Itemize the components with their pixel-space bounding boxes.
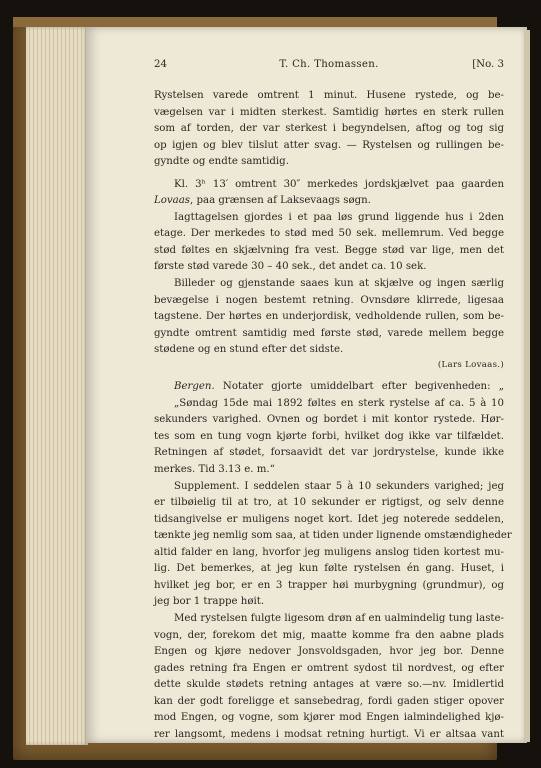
text-line: Retningen af stødet, forsaavidt det var jordrystelse, kunde ikke	[154, 447, 504, 459]
paragraph-p7	[154, 611, 504, 743]
text-line: som af torden, der var sterkest i begyndelsen, aftog og tog sig	[154, 123, 504, 135]
text-line: lig. Det bemerkes, at jeg kun følte rystelsen én gang. Huset, i	[154, 563, 504, 575]
text-line: hvilket jeg bor, er en 3 trapper høi murbygning (grundmur), og	[154, 579, 504, 591]
text-line: etage. Der merkedes to stød med 50 sek. mellemrum. Ved begge	[154, 228, 504, 240]
running-header	[154, 59, 504, 75]
text-line: op igjen og blev tilslut atter svag. — Rystelsen og rullingen be-	[154, 139, 504, 151]
paragraph-p2	[154, 177, 504, 210]
text-line: tes som en tung vogn kjørte forbi, hvilket dog ikke var tilfældet.	[154, 430, 504, 442]
text-line: Med rystelsen fulgte ligesom drøn af en ualmindelig tung laste-	[174, 612, 504, 624]
text-line: vogn, der, forekom det mig, maatte komme fra den aabne plads	[154, 629, 504, 641]
text-line: Kl. 3ʰ 13′ omtrent 30″ merkedes jordskjælvet paa gaarden	[174, 178, 504, 190]
text-line: sekunders varighed. Ovnen og bordet i mit kontor rystede. Hør-	[154, 414, 504, 426]
text-line: Billeder og gjenstande saaes kun at skjælve og ingen særlig	[174, 278, 504, 290]
paragraph-p5	[154, 379, 504, 478]
book-cover-top-edge	[13, 17, 497, 27]
text-line: tagstene. Der hørtes en underjordisk, vedholdende rullen, som be-	[154, 311, 504, 323]
text-line: gyndte og endte samtidig.	[154, 156, 289, 168]
text-line: „Søndag 15de mai 1892 føltes en sterk rystelse af ca. 5 à 10	[174, 397, 504, 409]
page-stack-edges	[26, 27, 88, 745]
text-line: Iagttagelsen gjordes i et paa løs grund liggende hus i 2den	[174, 211, 504, 223]
signature: (Lars Lovaas.)	[437, 359, 504, 370]
paragraph-p3	[154, 210, 504, 276]
text-line: altid falder en lang, hvorfor jeg muligens anslog tiden kortest mu-	[154, 546, 504, 558]
text-line: kan der godt foreligge et sansebedrag, fordi gaden stiger opover	[154, 695, 504, 707]
text-line: stød føltes en skjælvning fra vest. Begge stød var lige, men det	[154, 244, 504, 256]
page-right-edge	[524, 30, 530, 742]
text-line: mod Engen, og vogne, som kjører mod Engen ialmindelighed kjø-	[154, 712, 504, 724]
text-line: jeg bor 1 trappe høit.	[154, 596, 265, 608]
text-line: stødene og en stund efter det sidste.	[154, 344, 344, 356]
text-line: Engen og kjøre nedover Jonsvoldsgaden, hvor jeg bor. Denne	[154, 646, 504, 658]
paragraph-p6	[154, 479, 512, 611]
text-line: Supplement. I seddelen staar 5 à 10 sekunders varighed; jeg	[174, 480, 504, 492]
text-line: Lovaas, paa grænsen af Laksevaags søgn.	[154, 195, 371, 207]
running-title: T. Ch. Thomassen.	[279, 59, 379, 70]
text-line: vægelsen var i midten sterkest. Samtidig hørtes en sterk rullen	[154, 106, 504, 118]
page-number: 24	[154, 59, 167, 70]
paragraph-p1	[154, 88, 504, 171]
text-line: bevægelse i nogen bestemt retning. Ovnsdøre klirrede, ligesaa	[154, 294, 504, 306]
page-body	[154, 88, 512, 743]
text-line: merkes. Tid 3.13 e. m.“	[154, 464, 275, 476]
text-line: rer langsomt, medens i modsat retning hurtigt. Vi er altsaa vant	[154, 728, 504, 740]
text-line: første stød varede 30 – 40 sek., det andet ca. 10 sek.	[154, 261, 427, 273]
text-line: tidsangivelse er muligens noget kort. Idet jeg noterede seddelen,	[154, 513, 504, 525]
text-line: Bergen. Notater gjorte umiddelbart efter begivenheden: „	[174, 381, 504, 393]
text-line: gades retning fra Engen er omtrent sydost til nordvest, og efter	[154, 662, 504, 674]
text-line: dette skulde stødets retning antages at være so.—nv. Imidlertid	[154, 679, 504, 691]
text-line: gyndte omtrent samtidig med første stød, varede mellem begge	[154, 327, 504, 339]
text-line: er tilbøielig til at tro, at 10 sekunder er rigtigst, og selv denne	[154, 497, 504, 509]
text-line: tænkte jeg nemlig som saa, at tiden under lignende omstændigheder	[154, 530, 512, 542]
text-line: Rystelsen varede omtrent 1 minut. Husene rystede, og be-	[154, 90, 504, 101]
paragraph-p4	[154, 276, 504, 359]
issue-number: [No. 3	[472, 59, 504, 70]
